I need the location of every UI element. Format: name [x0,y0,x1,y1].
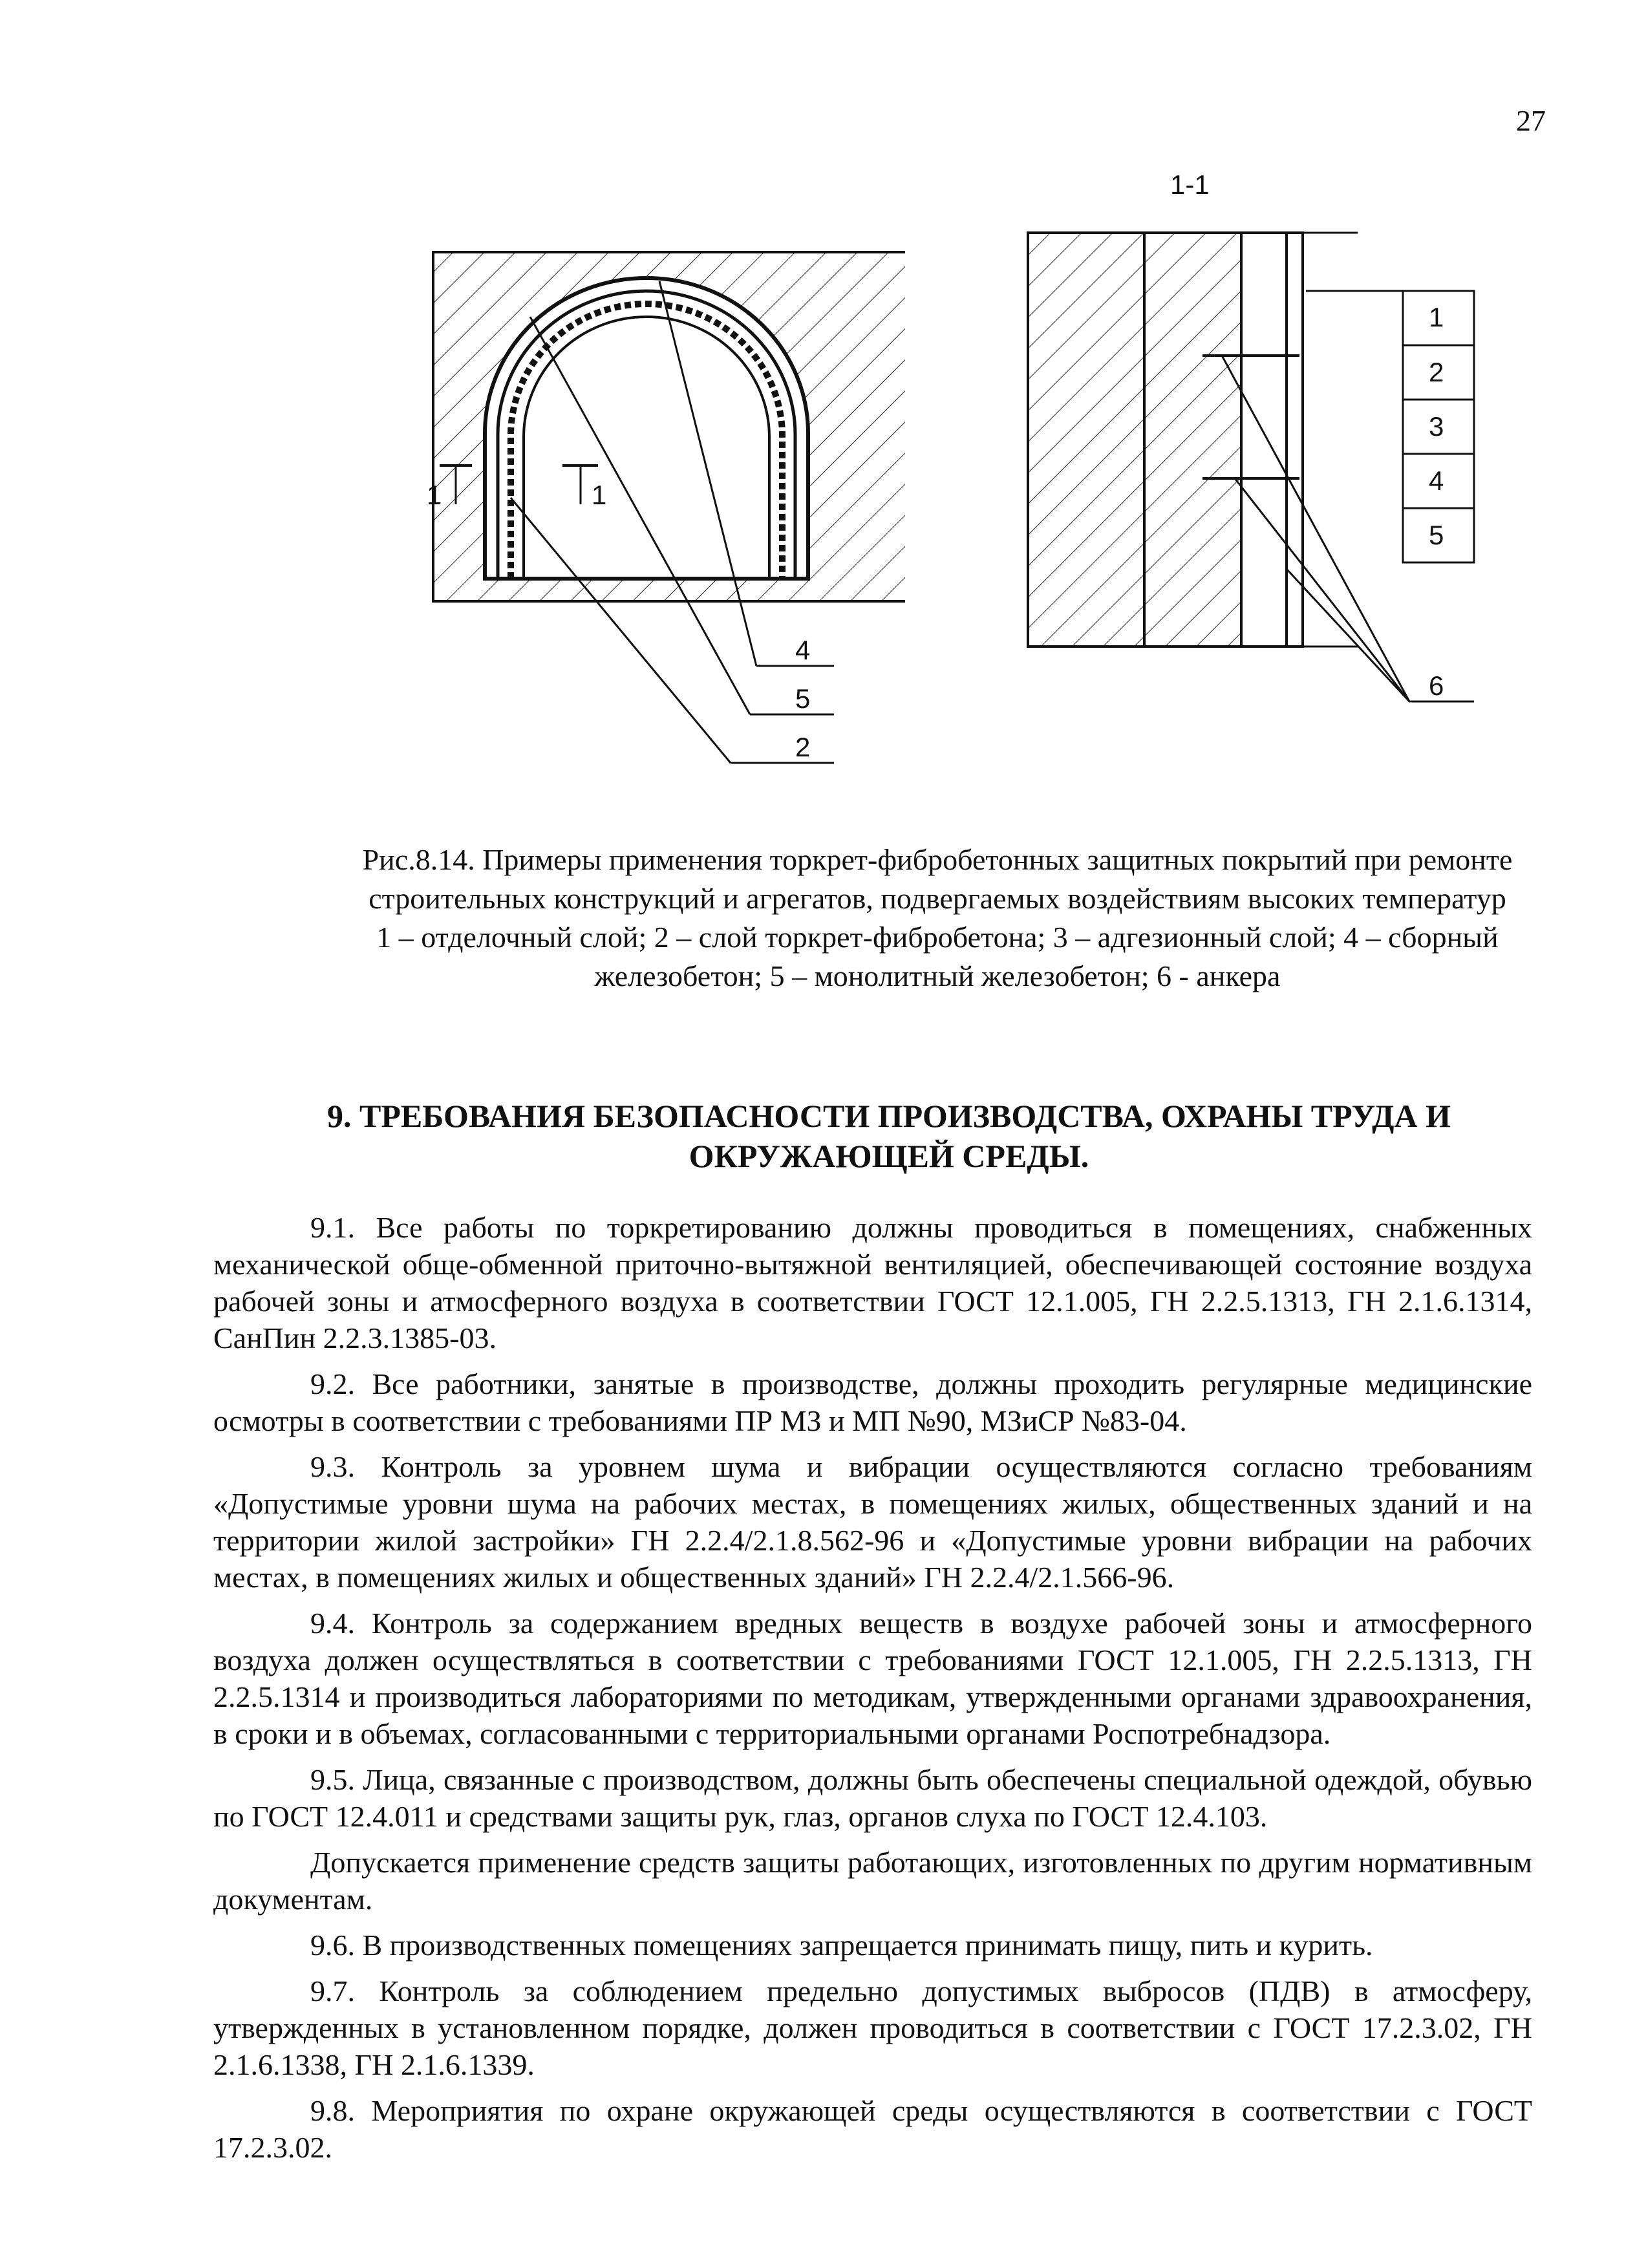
page-number: 27 [1516,104,1546,137]
caption-title: Рис.8.14. Примеры применения торкрет-фибробетонных защитных покрытий при ремонте строительных конструкций и агрегатов, подвергаемых воздействиям высоких температур [362,843,1513,915]
section-wall-outer [1028,233,1144,647]
cut-mark-label-right: 1 [592,480,607,510]
paragraph-9-1: 9.1. Все работы по торкретированию должны проводиться в помещениях, снабженных механической обще-обменной приточно-вытяжной вентиляцией, обеспечивающей состояние воздуха рабочей зоны и атмосферного воздуха в соответствии ГОСТ 12.1.005, ГН 2.2.5.1313, ГН 2.1.6.1314, СанПин 2.2.3.1385-03. [213,1211,1532,1354]
paragraph-9-3: 9.3. Контроль за уровнем шума и вибрации осуществляются согласно требованиям «Допустимые уровни шума на рабочих местах, в помещениях жилых, общественных зданий и на территории жилой застройки» ГН 2.2.4/2.1.8.562-96 и «Допустимые уровни вибрации на рабочих местах, в помещениях жилых и общественных зданий» ГН 2.2.4/2.1.566-96. [213,1450,1532,1594]
legend-box-4: 4 [1429,465,1444,496]
section-layer-fibre [1241,233,1287,647]
cut-mark-label-left: 1 [427,480,442,510]
paragraph-9-5: 9.5. Лица, связанные с производством, должны быть обеспечены специальной одеждой, обувью по ГОСТ 12.4.011 и средствами защиты рук, глаз, органов слуха по ГОСТ 12.4.103. [213,1763,1532,1833]
paragraph-9-6: 9.6. В производственных помещениях запрещается принимать пищу, пить и курить. [310,1929,1373,1962]
callout-6: 6 [1429,670,1444,701]
paragraph-9-8: 9.8. Мероприятия по охране окружающей среды осуществляются в соответствии с ГОСТ 17.2.3.02. [213,2094,1532,2164]
figure-caption [336,840,1539,996]
section-body [213,1209,1532,2175]
legend-box-5: 5 [1429,520,1444,550]
section-mark: 1-1 [1170,169,1210,200]
section-1-1-drawing [1021,168,1500,737]
legend-box-1: 1 [1429,302,1444,332]
caption-legend: 1 – отделочный слой; 2 – слой торкрет-фибробетона; 3 – адгезионный слой; 4 – сборный железобетон; 5 – монолитный железобетон; 6 - анкера [376,921,1499,992]
paragraph-9-7: 9.7. Контроль за соблюдением предельно допустимых выбросов (ПДВ) в атмосферу, утвержденных в установленном порядке, должен проводиться в соответствии с ГОСТ 17.2.3.02, ГН 2.1.6.1338, ГН 2.1.6.1339. [213,1974,1532,2081]
paragraph-9-5-note: Допускается применение средств защиты работающих, изготовленных по другим нормативным документам. [213,1846,1532,1916]
callout-2: 2 [795,732,811,762]
section-wall-middle [1144,233,1241,647]
callout-5: 5 [795,683,811,714]
paragraph-9-4: 9.4. Контроль за содержанием вредных веществ в воздухе рабочей зоны и атмосферного воздуха должен осуществляться в соответствии с требованиями ГОСТ 12.1.005, ГН 2.2.5.1313, ГН 2.2.5.1314 и производиться лабораториями по методикам, утвержденными органами здравоохранения, в сроки и в объемах, согласованными с территориальными органами Роспотребнадзора. [213,1607,1532,1750]
paragraph-9-2: 9.2. Все работники, занятые в производстве, должны проходить регулярные медицинские осмотры в соответствии с требованиями ПР МЗ и МП №90, МЗиСР №83-04. [213,1367,1532,1437]
arch-lining-drawing [388,200,905,802]
section-heading: 9. ТРЕБОВАНИЯ БЕЗОПАСНОСТИ ПРОИЗВОДСТВА, ОХРАНЫ ТРУДА И ОКРУЖАЮЩЕЙ СРЕДЫ. [327,1098,1451,1174]
legend-box-2: 2 [1429,357,1444,387]
legend-box-3: 3 [1429,411,1444,442]
callout-4: 4 [795,635,811,665]
